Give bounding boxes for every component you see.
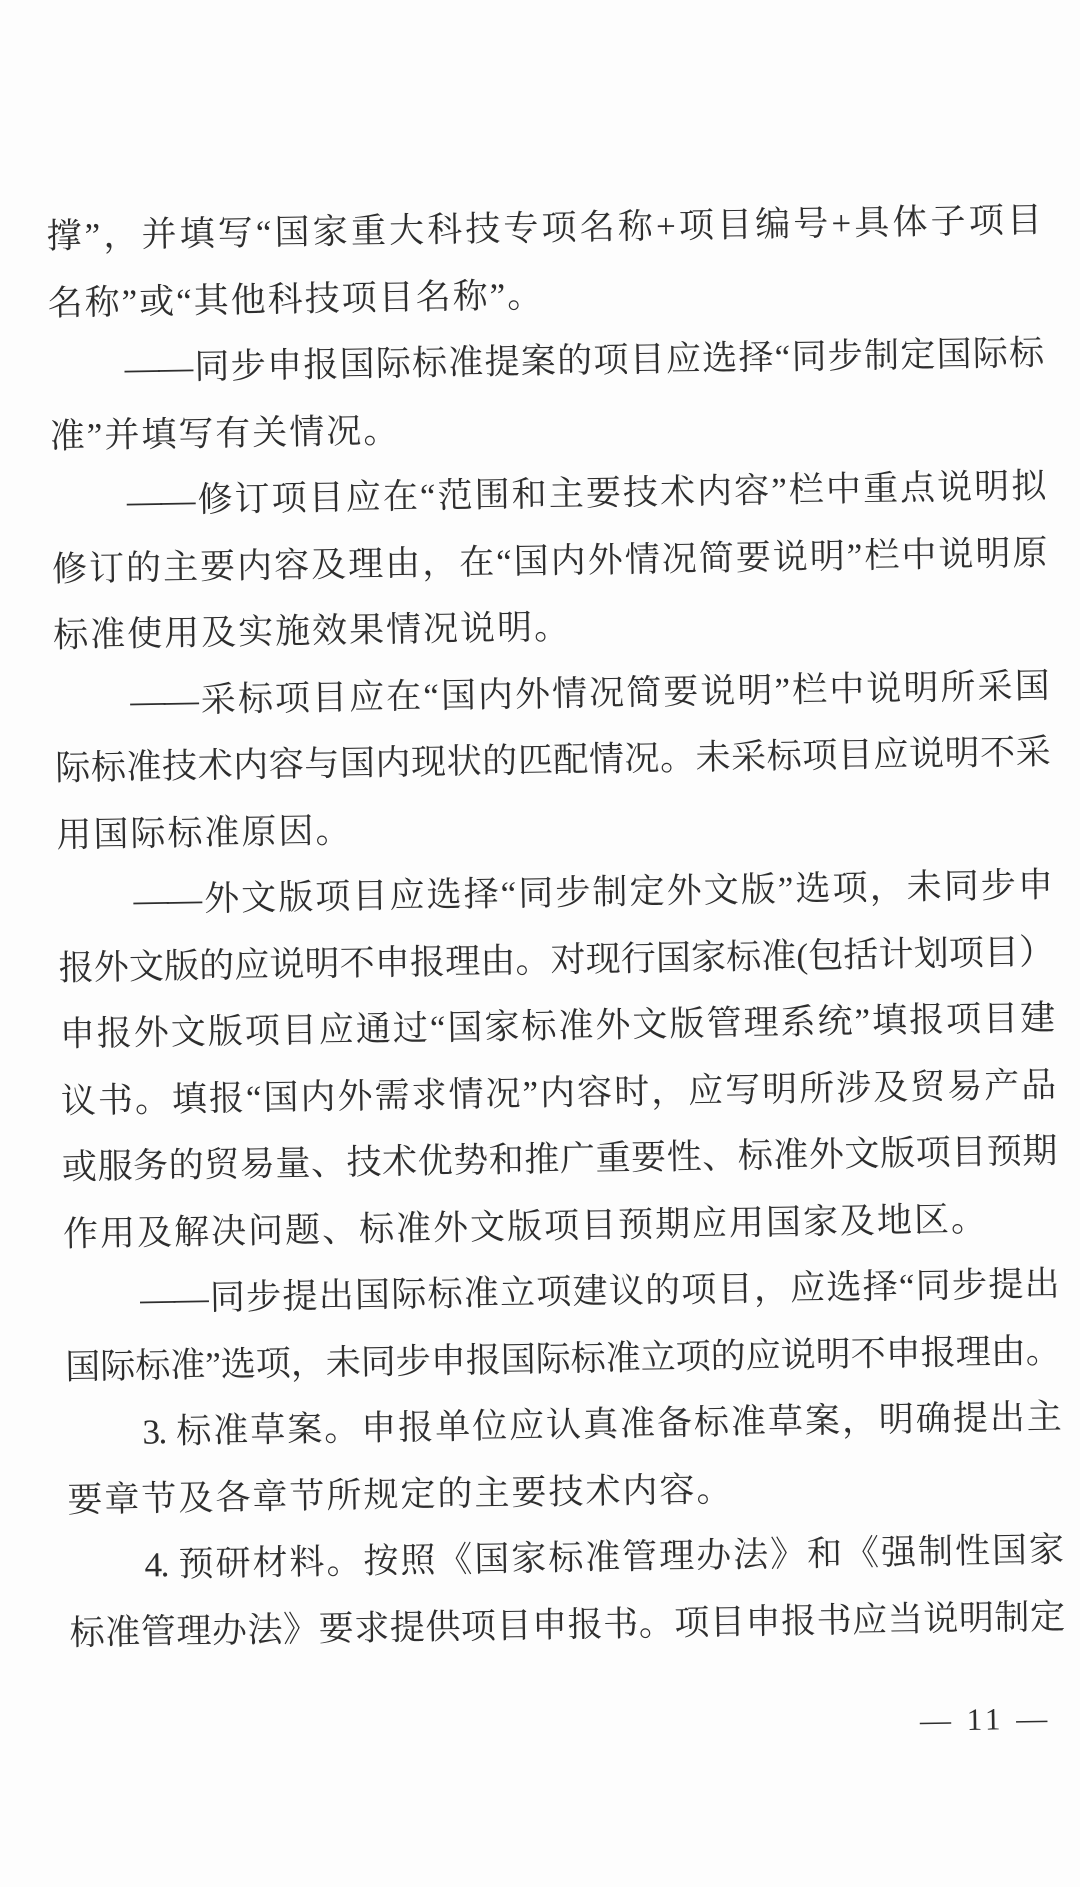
text-line: ——修订项目应在“范围和主要技术内容”栏中重点说明拟 xyxy=(126,466,1046,521)
text-line: ——同步申报国际标准提案的项目应选择“同步制定国际标 xyxy=(124,333,1043,388)
text-line: 作用及解决问题、标准外文版项目预期应用国家及地区。 xyxy=(62,1199,989,1254)
text-line: 标准管理办法》要求提供项目申报书。项目申报书应当说明制定 xyxy=(69,1596,1064,1653)
text-line: 4. 预研材料。按照《国家标准管理办法》和《强制性国家 xyxy=(144,1530,1063,1585)
text-line: ——外文版项目应选择“同步制定外文版”选项，未同步申 xyxy=(133,865,1052,920)
text-line: 用国际标准原因。 xyxy=(56,810,353,855)
page-footer xyxy=(71,1698,1066,1754)
text-line: 申报外文版项目应通过“国家标准外文版管理系统”填报项目建 xyxy=(59,998,1054,1054)
text-line: 或服务的贸易量、技术优势和推广重要性、标准外文版项目预期 xyxy=(61,1131,1057,1187)
text-line: 修订的主要内容及理由，在“国内外情况简要说明”栏中说明原 xyxy=(51,532,1047,589)
text-line: 名称”或“其他科技项目名称”。 xyxy=(47,275,545,323)
text-line: 准”并填写有关情况。 xyxy=(49,410,401,456)
text-line: ——采标项目应在“国内外情况简要说明”栏中说明所采国 xyxy=(129,665,1049,721)
text-line: 议书。填报“国内外需求情况”内容时，应写明所涉及贸易产品 xyxy=(60,1064,1056,1121)
text-line: 国际标准”选项，未同步申报国际标准立项的应说明不申报理由。 xyxy=(64,1330,1060,1387)
text-line: 标准使用及实施效果情况说明。 xyxy=(52,607,572,655)
document-body xyxy=(46,188,1066,1755)
text-line: 际标准技术内容与国内现状的匹配情况。未采标项目应说明不采 xyxy=(55,732,1050,788)
page-number: — 11 — xyxy=(919,1700,1052,1738)
text-line: ——同步提出国际标准立项建议的项目，应选择“同步提出 xyxy=(139,1264,1059,1319)
text-line: 3. 标准草案。申报单位应认真准备标准草案，明确提出主 xyxy=(142,1397,1061,1452)
text-line: 报外文版的应说明不申报理由。对现行国家标准(包括计划项目） xyxy=(58,931,1053,988)
text-line: 撑”，并填写“国家重大科技专项名称+项目编号+具体子项目 xyxy=(46,200,1041,256)
text-line: 要章节及各章节所规定的主要技术内容。 xyxy=(67,1469,734,1520)
